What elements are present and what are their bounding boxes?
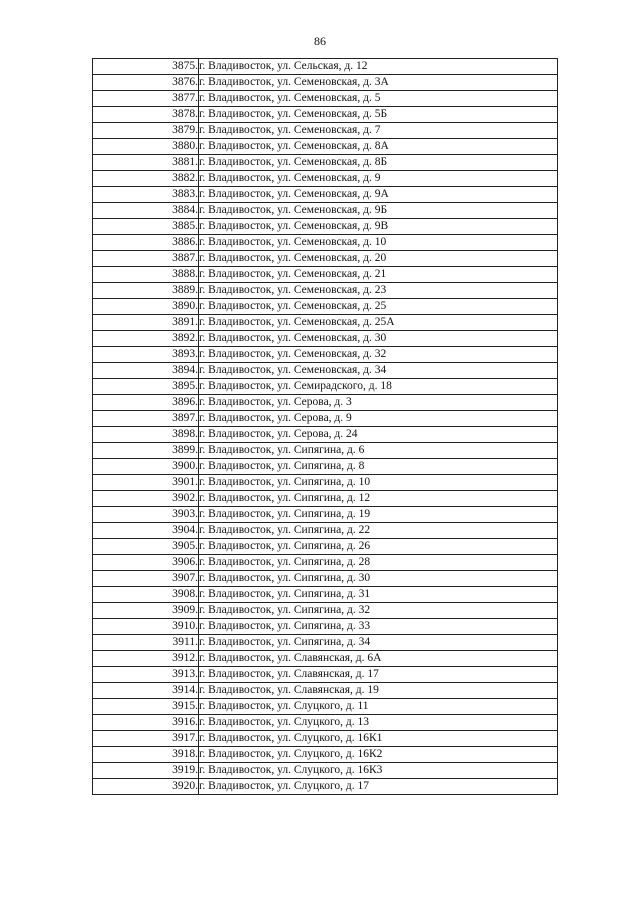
table-row (93, 603, 558, 619)
row-address: г. Владивосток, ул. Семеновская, д. 10 (199, 235, 558, 251)
row-number: 3919. (93, 763, 199, 779)
table-row (93, 91, 558, 107)
table-row (93, 667, 558, 683)
row-address: г. Владивосток, ул. Слуцкого, д. 16К1 (199, 731, 558, 747)
row-number: 3905. (93, 539, 199, 555)
table-row (93, 171, 558, 187)
table-row (93, 491, 558, 507)
row-address: г. Владивосток, ул. Сипягина, д. 12 (199, 491, 558, 507)
table-row (93, 475, 558, 491)
row-number: 3900. (93, 459, 199, 475)
table-row (93, 219, 558, 235)
row-number: 3911. (93, 635, 199, 651)
row-number: 3908. (93, 587, 199, 603)
table-row (93, 459, 558, 475)
table-row (93, 123, 558, 139)
row-address: г. Владивосток, ул. Семеновская, д. 25А (199, 315, 558, 331)
table-row (93, 347, 558, 363)
address-table-body (93, 59, 558, 795)
row-address: г. Владивосток, ул. Славянская, д. 17 (199, 667, 558, 683)
row-number: 3891. (93, 315, 199, 331)
row-address: г. Владивосток, ул. Сипягина, д. 31 (199, 587, 558, 603)
row-address: г. Владивосток, ул. Сипягина, д. 22 (199, 523, 558, 539)
table-row (93, 715, 558, 731)
row-number: 3904. (93, 523, 199, 539)
row-address: г. Владивосток, ул. Семеновская, д. 30 (199, 331, 558, 347)
row-address: г. Владивосток, ул. Семеновская, д. 9В (199, 219, 558, 235)
row-number: 3913. (93, 667, 199, 683)
table-row (93, 587, 558, 603)
row-number: 3918. (93, 747, 199, 763)
table-row (93, 139, 558, 155)
row-address: г. Владивосток, ул. Сипягина, д. 32 (199, 603, 558, 619)
table-row (93, 363, 558, 379)
row-address: г. Владивосток, ул. Семеновская, д. 9 (199, 171, 558, 187)
table-row (93, 59, 558, 75)
row-number: 3882. (93, 171, 199, 187)
row-address: г. Владивосток, ул. Славянская, д. 19 (199, 683, 558, 699)
row-number: 3898. (93, 427, 199, 443)
row-number: 3883. (93, 187, 199, 203)
table-row (93, 779, 558, 795)
row-number: 3903. (93, 507, 199, 523)
table-row (93, 283, 558, 299)
row-number: 3914. (93, 683, 199, 699)
row-number: 3896. (93, 395, 199, 411)
table-row (93, 699, 558, 715)
row-number: 3875. (93, 59, 199, 75)
table-row (93, 731, 558, 747)
row-address: г. Владивосток, ул. Сипягина, д. 19 (199, 507, 558, 523)
row-address: г. Владивосток, ул. Слуцкого, д. 16К3 (199, 763, 558, 779)
table-row (93, 395, 558, 411)
row-number: 3906. (93, 555, 199, 571)
table-row (93, 763, 558, 779)
table-row (93, 523, 558, 539)
row-number: 3899. (93, 443, 199, 459)
table-row (93, 747, 558, 763)
table-row (93, 203, 558, 219)
row-number: 3915. (93, 699, 199, 715)
row-address: г. Владивосток, ул. Сипягина, д. 8 (199, 459, 558, 475)
table-row (93, 427, 558, 443)
row-address: г. Владивосток, ул. Семеновская, д. 5Б (199, 107, 558, 123)
table-row (93, 507, 558, 523)
table-row (93, 539, 558, 555)
row-address: г. Владивосток, ул. Семеновская, д. 8А (199, 139, 558, 155)
row-number: 3901. (93, 475, 199, 491)
row-address: г. Владивосток, ул. Семеновская, д. 3А (199, 75, 558, 91)
row-address: г. Владивосток, ул. Серова, д. 3 (199, 395, 558, 411)
table-row (93, 635, 558, 651)
row-number: 3880. (93, 139, 199, 155)
table-row (93, 315, 558, 331)
row-number: 3888. (93, 267, 199, 283)
row-address: г. Владивосток, ул. Слуцкого, д. 17 (199, 779, 558, 795)
table-row (93, 571, 558, 587)
row-address: г. Владивосток, ул. Сипягина, д. 26 (199, 539, 558, 555)
row-number: 3886. (93, 235, 199, 251)
table-row (93, 411, 558, 427)
row-number: 3912. (93, 651, 199, 667)
table-row (93, 75, 558, 91)
table-row (93, 443, 558, 459)
row-address: г. Владивосток, ул. Славянская, д. 6А (199, 651, 558, 667)
row-number: 3909. (93, 603, 199, 619)
page-number: 86 (314, 34, 326, 48)
row-address: г. Владивосток, ул. Семеновская, д. 32 (199, 347, 558, 363)
row-address: г. Владивосток, ул. Сипягина, д. 10 (199, 475, 558, 491)
table-row (93, 251, 558, 267)
row-number: 3897. (93, 411, 199, 427)
row-number: 3884. (93, 203, 199, 219)
table-row (93, 651, 558, 667)
table-row (93, 155, 558, 171)
table-row (93, 299, 558, 315)
row-number: 3890. (93, 299, 199, 315)
row-number: 3920. (93, 779, 199, 795)
table-row (93, 187, 558, 203)
row-address: г. Владивосток, ул. Семеновская, д. 7 (199, 123, 558, 139)
table-row (93, 619, 558, 635)
row-address: г. Владивосток, ул. Сипягина, д. 34 (199, 635, 558, 651)
row-number: 3916. (93, 715, 199, 731)
row-number: 3885. (93, 219, 199, 235)
row-number: 3877. (93, 91, 199, 107)
table-row (93, 107, 558, 123)
row-number: 3910. (93, 619, 199, 635)
row-number: 3893. (93, 347, 199, 363)
row-address: г. Владивосток, ул. Сипягина, д. 33 (199, 619, 558, 635)
row-number: 3887. (93, 251, 199, 267)
row-number: 3881. (93, 155, 199, 171)
row-address: г. Владивосток, ул. Семеновская, д. 9А (199, 187, 558, 203)
row-address: г. Владивосток, ул. Семеновская, д. 34 (199, 363, 558, 379)
row-number: 3879. (93, 123, 199, 139)
row-address: г. Владивосток, ул. Семирадского, д. 18 (199, 379, 558, 395)
row-number: 3917. (93, 731, 199, 747)
row-number: 3902. (93, 491, 199, 507)
row-address: г. Владивосток, ул. Слуцкого, д. 13 (199, 715, 558, 731)
row-address: г. Владивосток, ул. Серова, д. 24 (199, 427, 558, 443)
row-address: г. Владивосток, ул. Семеновская, д. 9Б (199, 203, 558, 219)
row-address: г. Владивосток, ул. Сельская, д. 12 (199, 59, 558, 75)
row-number: 3876. (93, 75, 199, 91)
table-row (93, 331, 558, 347)
table-row (93, 683, 558, 699)
row-number: 3895. (93, 379, 199, 395)
row-number: 3892. (93, 331, 199, 347)
table-row (93, 379, 558, 395)
row-address: г. Владивосток, ул. Семеновская, д. 5 (199, 91, 558, 107)
row-address: г. Владивосток, ул. Серова, д. 9 (199, 411, 558, 427)
table-row (93, 267, 558, 283)
row-address: г. Владивосток, ул. Слуцкого, д. 16К2 (199, 747, 558, 763)
row-number: 3878. (93, 107, 199, 123)
table-row (93, 235, 558, 251)
row-address: г. Владивосток, ул. Семеновская, д. 8Б (199, 155, 558, 171)
row-address: г. Владивосток, ул. Сипягина, д. 6 (199, 443, 558, 459)
row-number: 3894. (93, 363, 199, 379)
row-address: г. Владивосток, ул. Семеновская, д. 23 (199, 283, 558, 299)
row-address: г. Владивосток, ул. Семеновская, д. 21 (199, 267, 558, 283)
row-address: г. Владивосток, ул. Семеновская, д. 20 (199, 251, 558, 267)
row-number: 3907. (93, 571, 199, 587)
row-address: г. Владивосток, ул. Слуцкого, д. 11 (199, 699, 558, 715)
row-address: г. Владивосток, ул. Семеновская, д. 25 (199, 299, 558, 315)
address-table (92, 58, 558, 795)
row-address: г. Владивосток, ул. Сипягина, д. 28 (199, 555, 558, 571)
row-number: 3889. (93, 283, 199, 299)
table-row (93, 555, 558, 571)
row-address: г. Владивосток, ул. Сипягина, д. 30 (199, 571, 558, 587)
